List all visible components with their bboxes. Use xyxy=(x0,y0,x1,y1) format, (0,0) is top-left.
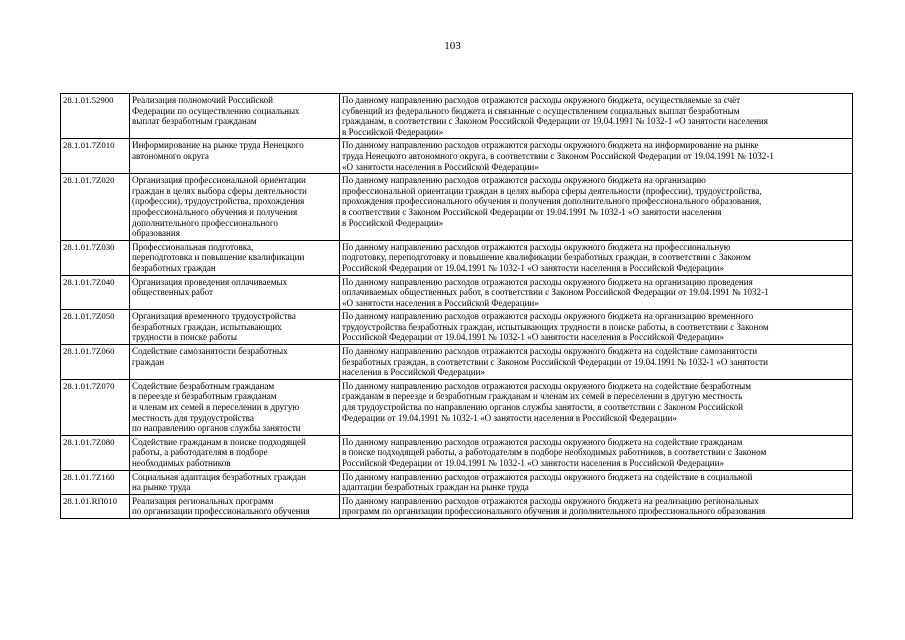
row-name: Содействие самозанятости безработных граждан xyxy=(130,345,340,380)
row-code: 28.1.01.7Z160 xyxy=(61,470,130,494)
row-code: 28.1.01.7Z040 xyxy=(61,275,130,310)
row-name: Реализация полномочий Российской Федерации по осуществлению социальных выплат безработным гражданам xyxy=(130,94,340,139)
table-row xyxy=(61,275,853,310)
expense-codes-table xyxy=(60,93,853,519)
row-description: По данному направлению расходов отражаются расходы окружного бюджета на организацию проведения оплачиваемых общественных работ, в соответствии с Законом Российской Федерации от 19.04.1991 № 1032-1 «О занятости населения в Российской Федерации» xyxy=(340,275,853,310)
row-description: По данному направлению расходов отражаются расходы окружного бюджета на профессиональную подготовку, переподготовку и повышение квалификации безработных граждан, в соответствии с Законом Российской Федерации от 19.04.1991 № 1032-1 «О занятости населения в Российской Федерации» xyxy=(340,240,853,275)
row-code: 28.1.01.7Z010 xyxy=(61,139,130,174)
row-code: 28.1.01.7Z080 xyxy=(61,435,130,470)
table-row xyxy=(61,310,853,345)
row-description: По данному направлению расходов отражаются расходы окружного бюджета на организацию временного трудоустройства безработных граждан, испытывающих трудности в поиске работы, в соответствии с Законом Российской Федерации от 19.04.1991 № 1032-1 «О занятости населения в Российской Федерации» xyxy=(340,310,853,345)
row-description: По данному направлению расходов отражаются расходы окружного бюджета на реализацию региональных программ по организации профессионального обучения и дополнительного профессионального образования xyxy=(340,494,853,518)
row-name: Организация временного трудоустройства безработных граждан, испытывающих трудности в поиске работы xyxy=(130,310,340,345)
row-description: По данному направлению расходов отражаются расходы окружного бюджета на содействие в социальной адаптации безработных граждан на рынке труда xyxy=(340,470,853,494)
table-row xyxy=(61,174,853,241)
row-name: Реализация региональных программ по организации профессионального обучения xyxy=(130,494,340,518)
table-row xyxy=(61,470,853,494)
row-code: 28.1.01.7Z050 xyxy=(61,310,130,345)
table-row xyxy=(61,345,853,380)
row-name: Социальная адаптация безработных граждан на рынке труда xyxy=(130,470,340,494)
row-code: 28.1.01.52900 xyxy=(61,94,130,139)
table-row xyxy=(61,139,853,174)
row-description: По данному направлению расходов отражаются расходы окружного бюджета на организацию профессиональной ориентации граждан в целях выбора сферы деятельности (профессии), трудоустройства, прохождения профессионального обучения и получения дополнительного профессионального образования, в соответствии с Законом Российской Федерации от 19.04.1991 № 1032-1 «О занятости населения в Российской Федерации» xyxy=(340,174,853,241)
table-row xyxy=(61,379,853,435)
table-row xyxy=(61,240,853,275)
row-description: По данному направлению расходов отражаются расходы окружного бюджета на содействие гражданам в поиске подходящей работы, а работодателям в подборе необходимых работников, в соответствии с Законом Российской Федерации от 19.04.1991 № 1032-1 «О занятости населения в Российской Федерации» xyxy=(340,435,853,470)
row-description: По данному направлению расходов отражаются расходы окружного бюджета, осуществляемые за счёт субвенций из федерального бюджета и связанные с осуществлением социальных выплат безработным гражданам, в соответствии с Законом Российской Федерации от 19.04.1991 № 1032-1 «О занятости населения в Российской Федерации» xyxy=(340,94,853,139)
row-description: По данному направлению расходов отражаются расходы окружного бюджета на содействие безработным гражданам в переезде и безработным гражданам и членам их семей в переселении в другую местность для трудоустройства по направлению органов службы занятости, в соответствии с Законом Российской Федерации от 19.04.1991 № 1032-1 «О занятости населения в Российской Федерации» xyxy=(340,379,853,435)
row-code: 28.1.01.7Z020 xyxy=(61,174,130,241)
row-name: Профессиональная подготовка, переподготовка и повышение квалификации безработных граждан xyxy=(130,240,340,275)
row-description: По данному направлению расходов отражаются расходы окружного бюджета на информирование на рынке труда Ненецкого автономного округа, в соответствии с Законом Российской Федерации от 19.04.1991 № 1032-1 «О занятости населения в Российской Федерации» xyxy=(340,139,853,174)
row-code: 28.1.01.7Z030 xyxy=(61,240,130,275)
row-name: Информирование на рынке труда Ненецкого автономного округа xyxy=(130,139,340,174)
table-row xyxy=(61,94,853,139)
table-row xyxy=(61,435,853,470)
row-code: 28.1.01.7Z060 xyxy=(61,345,130,380)
row-name: Содействие гражданам в поиске подходящей работы, а работодателям в подборе необходимых работников xyxy=(130,435,340,470)
page-number: 103 xyxy=(444,40,461,52)
table-row xyxy=(61,494,853,518)
row-description: По данному направлению расходов отражаются расходы окружного бюджета на содействие самозанятости безработных граждан, в соответствии с Законом Российской Федерации от 19.04.1991 № 1032-1 «О занятости населения в Российской Федерации» xyxy=(340,345,853,380)
row-name: Организация проведения оплачиваемых общественных работ xyxy=(130,275,340,310)
row-code: 28.1.01.7Z070 xyxy=(61,379,130,435)
row-name: Содействие безработным гражданам в переезде и безработным гражданам и членам их семей в переселении в другую местность для трудоустройства по направлению органов службы занятости xyxy=(130,379,340,435)
row-name: Организация профессиональной ориентации граждан в целях выбора сферы деятельности (профессии), трудоустройства, прохождения профессионального обучения и получения дополнительного профессионального образования xyxy=(130,174,340,241)
row-code: 28.1.01.RП010 xyxy=(61,494,130,518)
